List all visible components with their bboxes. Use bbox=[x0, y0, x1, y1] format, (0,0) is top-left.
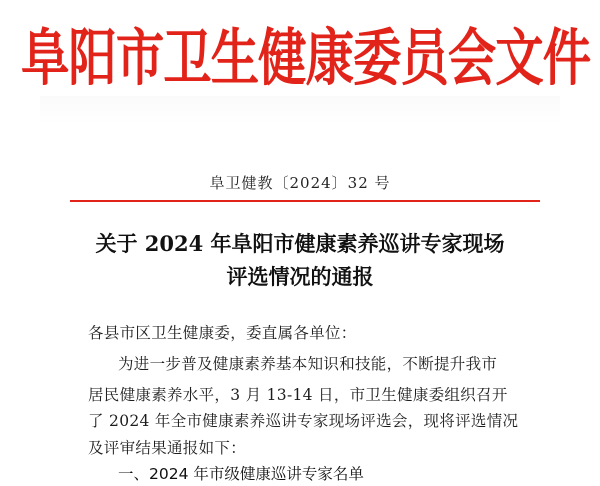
paragraph-line: 了 2024 年全市健康素养巡讲专家现场评选会，现将评选情况 bbox=[88, 412, 519, 430]
document-number: 阜卫健教〔2024〕32 号 bbox=[209, 174, 391, 192]
paragraph-line: 为进一步普及健康素养基本知识和技能，不断提升我市 bbox=[118, 355, 498, 373]
document-title-line-1: 关于 2024 年阜阳市健康素养巡讲专家现场 bbox=[95, 231, 505, 256]
document-title-line-2: 评选情况的通报 bbox=[226, 264, 374, 289]
salutation: 各县市区卫生健康委，委直属各单位： bbox=[88, 324, 357, 342]
section-heading: 一、2024 年市级健康巡讲专家名单 bbox=[118, 465, 364, 483]
red-divider-line bbox=[70, 200, 540, 202]
paragraph-line: 及评审结果通报如下： bbox=[88, 439, 247, 457]
masthead-title: 阜阳市卫生健康委员会文件 bbox=[21, 23, 591, 95]
paragraph-line: 居民健康素养水平，3 月 13-14 日，市卫生健康委组织召开 bbox=[88, 386, 508, 404]
